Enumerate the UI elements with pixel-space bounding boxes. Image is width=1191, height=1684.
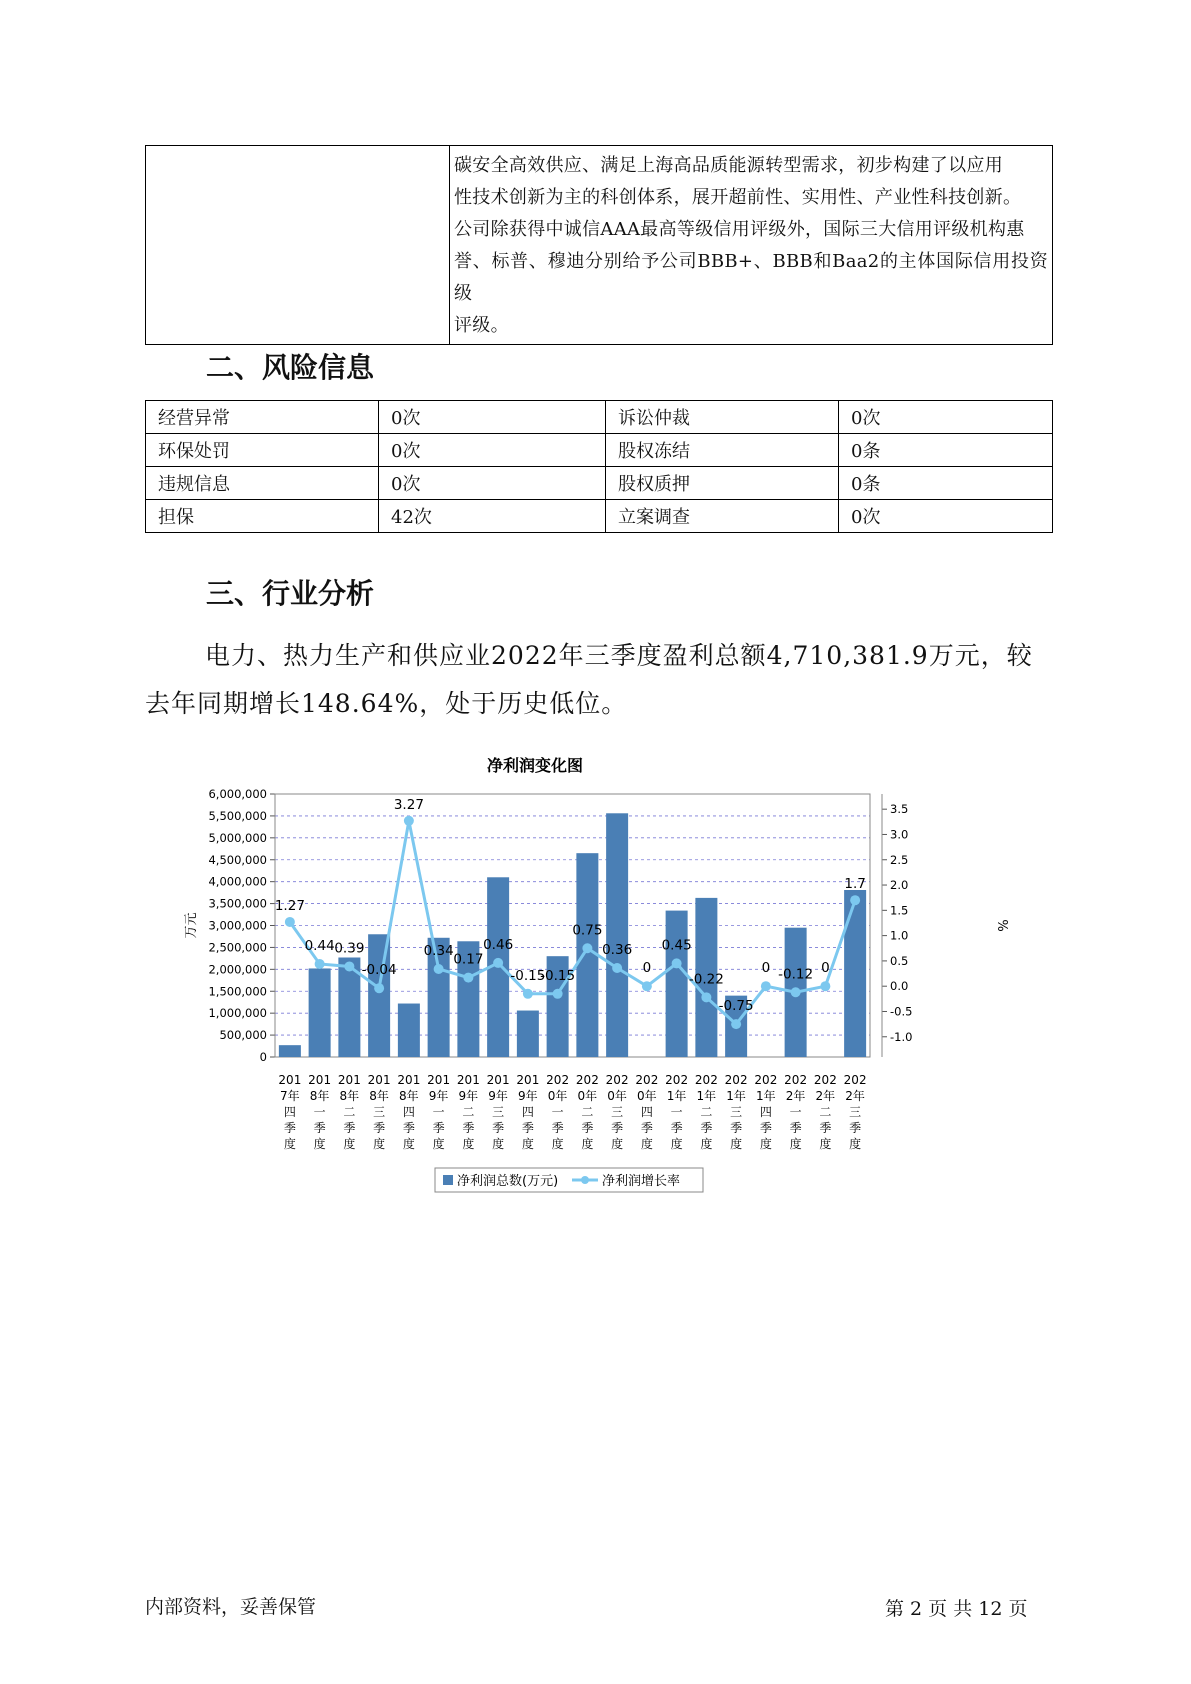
x-tick-label: 季 xyxy=(343,1121,356,1135)
y-tick-label: 0 xyxy=(259,1050,267,1064)
growth-data-label: -0.12 xyxy=(778,966,814,983)
x-tick-label: 201 xyxy=(486,1073,510,1087)
growth-point xyxy=(612,963,622,973)
legend-bar-label: 净利润总数(万元) xyxy=(457,1174,559,1189)
growth-data-label: 0.39 xyxy=(334,940,365,957)
x-tick-label: 201 xyxy=(456,1073,480,1087)
y2-tick-label: 2.5 xyxy=(890,852,909,867)
bar xyxy=(517,1011,539,1057)
x-tick-label: 1年 xyxy=(666,1089,687,1103)
y-tick-label: 2,000,000 xyxy=(208,962,267,977)
x-tick-label: 四 xyxy=(521,1105,534,1119)
x-tick-label: 度 xyxy=(819,1137,832,1151)
x-tick-label: 二 xyxy=(581,1105,594,1119)
growth-point xyxy=(315,959,325,969)
x-tick-label: 9年 xyxy=(518,1089,538,1103)
y-tick-label: 6,000,000 xyxy=(208,787,267,801)
x-tick-label: 201 xyxy=(278,1073,302,1087)
y-tick-label: 1,000,000 xyxy=(208,1006,267,1021)
growth-point xyxy=(672,958,682,968)
x-tick-label: 202 xyxy=(843,1073,867,1087)
x-tick-label: 季 xyxy=(373,1121,386,1135)
x-tick-label: 8年 xyxy=(369,1089,389,1103)
growth-point xyxy=(761,981,771,991)
risk-label: 担保 xyxy=(146,500,379,533)
risk-label: 股权质押 xyxy=(606,467,839,500)
x-tick-label: 季 xyxy=(492,1121,505,1135)
table-row xyxy=(146,467,1053,500)
risk-label: 股权冻结 xyxy=(606,434,839,467)
legend-line-marker xyxy=(581,1176,589,1184)
x-tick-label: 季 xyxy=(611,1121,624,1135)
footer-confidential: 内部资料，妥善保管 xyxy=(145,1596,317,1618)
x-tick-label: 0年 xyxy=(607,1089,627,1103)
x-tick-label: 202 xyxy=(575,1073,599,1087)
risk-label: 经营异常 xyxy=(146,401,379,434)
growth-data-label: 0.17 xyxy=(453,951,484,968)
x-tick-label: 二 xyxy=(462,1105,475,1119)
x-tick-label: 度 xyxy=(432,1137,445,1151)
x-tick-label: 三 xyxy=(849,1105,862,1119)
x-tick-label: 四 xyxy=(759,1105,772,1119)
x-tick-label: 1年 xyxy=(696,1089,717,1103)
growth-point xyxy=(731,1019,741,1029)
growth-point xyxy=(820,981,830,991)
y-tick-label: 1,500,000 xyxy=(208,984,267,999)
growth-point xyxy=(582,943,592,953)
bar xyxy=(398,1004,420,1057)
industry-paragraph xyxy=(145,632,1057,728)
x-tick-label: 0年 xyxy=(637,1089,657,1103)
growth-point xyxy=(642,981,652,991)
y-tick-label: 500,000 xyxy=(219,1028,267,1043)
y2-tick-label: 1.0 xyxy=(890,928,909,943)
y2-tick-label: 3.0 xyxy=(890,827,909,842)
x-tick-label: 季 xyxy=(283,1121,296,1135)
x-tick-label: 一 xyxy=(313,1105,326,1119)
growth-point xyxy=(344,961,354,971)
growth-point xyxy=(463,973,473,983)
x-tick-label: 季 xyxy=(670,1121,683,1135)
growth-data-label: 1.7 xyxy=(844,876,866,893)
risk-label: 违规信息 xyxy=(146,467,379,500)
growth-data-label: 0.36 xyxy=(602,941,633,958)
x-tick-label: 季 xyxy=(313,1121,326,1135)
growth-data-label: 0.44 xyxy=(304,937,335,954)
intro-line: 碳安全高效供应、满足上海高品质能源转型需求，初步构建了以应用 xyxy=(454,155,1003,176)
x-tick-label: 度 xyxy=(581,1137,594,1151)
growth-data-label: 0.46 xyxy=(483,936,514,953)
table-row xyxy=(146,500,1053,533)
bar xyxy=(309,968,331,1057)
company-intro-table xyxy=(145,145,1053,345)
risk-value: 42次 xyxy=(379,500,606,533)
growth-data-label: 0.34 xyxy=(423,942,454,959)
x-tick-label: 三 xyxy=(373,1105,386,1119)
growth-point xyxy=(493,958,503,968)
risk-value: 0条 xyxy=(839,434,1053,467)
x-tick-label: 7年 xyxy=(280,1089,300,1103)
bar xyxy=(666,911,688,1057)
risk-value: 0条 xyxy=(839,467,1053,500)
growth-data-label: 0 xyxy=(821,960,830,977)
risk-value: 0次 xyxy=(839,500,1053,533)
x-tick-label: 1年 xyxy=(726,1089,746,1103)
risk-value: 0次 xyxy=(839,401,1053,434)
y-tick-label: 4,000,000 xyxy=(208,874,267,889)
x-tick-label: 202 xyxy=(546,1073,570,1087)
x-tick-label: 四 xyxy=(283,1105,296,1119)
risk-value: 0次 xyxy=(379,401,606,434)
x-tick-label: 季 xyxy=(551,1121,564,1135)
x-tick-label: 季 xyxy=(730,1121,743,1135)
x-tick-label: 8年 xyxy=(309,1089,330,1103)
x-tick-label: 度 xyxy=(700,1137,713,1151)
y2-axis-title: % xyxy=(994,919,1009,932)
x-tick-label: 三 xyxy=(730,1105,743,1119)
growth-point xyxy=(553,989,563,999)
x-tick-label: 季 xyxy=(462,1121,475,1135)
x-tick-label: 二 xyxy=(343,1105,356,1119)
x-tick-label: 8年 xyxy=(399,1089,419,1103)
growth-data-label: 0.75 xyxy=(572,922,603,939)
y-tick-label: 5,500,000 xyxy=(208,808,267,823)
x-tick-label: 季 xyxy=(581,1121,594,1135)
growth-point xyxy=(434,964,444,974)
x-tick-label: 季 xyxy=(700,1121,713,1135)
risk-section-title: 二、风险信息 xyxy=(206,351,375,384)
y2-tick-label: 1.5 xyxy=(890,903,909,918)
intro-line: 公司除获得中诚信AAA最高等级信用评级外，国际三大信用评级机构惠 xyxy=(454,219,1025,240)
x-tick-label: 度 xyxy=(521,1137,534,1151)
x-tick-label: 季 xyxy=(402,1121,415,1135)
x-tick-label: 9年 xyxy=(458,1089,479,1103)
x-tick-label: 一 xyxy=(789,1105,802,1119)
x-tick-label: 202 xyxy=(694,1073,718,1087)
x-tick-label: 2年 xyxy=(815,1089,836,1103)
growth-data-label: 0.45 xyxy=(661,937,692,954)
bar xyxy=(279,1045,301,1057)
risk-value: 0次 xyxy=(379,467,606,500)
x-tick-label: 0年 xyxy=(577,1089,598,1103)
growth-data-label: 0 xyxy=(761,960,771,977)
x-tick-label: 季 xyxy=(640,1121,653,1135)
x-tick-label: 度 xyxy=(492,1137,505,1151)
x-tick-label: 度 xyxy=(373,1137,386,1151)
chart-title: 净利润变化图 xyxy=(486,756,584,775)
x-tick-label: 四 xyxy=(640,1105,653,1119)
x-tick-label: 202 xyxy=(784,1073,808,1087)
growth-data-label: -0.04 xyxy=(361,962,397,979)
x-tick-label: 度 xyxy=(640,1137,653,1151)
x-tick-label: 度 xyxy=(789,1137,802,1151)
x-tick-label: 季 xyxy=(849,1121,862,1135)
x-tick-label: 季 xyxy=(819,1121,832,1135)
x-tick-label: 202 xyxy=(635,1073,659,1087)
risk-label: 诉讼仲裁 xyxy=(606,401,839,434)
risk-label: 环保处罚 xyxy=(146,434,379,467)
y2-tick-label: 3.5 xyxy=(890,802,909,817)
footer-page-number: 第 2 页 共 12 页 xyxy=(885,1598,1028,1620)
x-tick-label: 度 xyxy=(283,1137,296,1151)
x-tick-label: 度 xyxy=(759,1137,772,1151)
growth-point xyxy=(791,987,801,997)
x-tick-label: 9年 xyxy=(428,1089,449,1103)
x-tick-label: 1年 xyxy=(756,1089,776,1103)
x-tick-label: 201 xyxy=(367,1073,391,1087)
growth-data-label: 1.27 xyxy=(274,897,305,914)
x-tick-label: 度 xyxy=(343,1137,356,1151)
x-tick-label: 一 xyxy=(670,1105,683,1119)
y-tick-label: 3,000,000 xyxy=(208,918,267,933)
x-tick-label: 季 xyxy=(789,1121,802,1135)
x-tick-label: 2年 xyxy=(785,1089,806,1103)
intro-line: 性技术创新为主的科创体系，展开超前性、实用性、产业性科技创新。 xyxy=(454,187,1022,208)
y2-tick-label: -1.0 xyxy=(890,1029,913,1044)
x-tick-label: 度 xyxy=(402,1137,415,1151)
x-tick-label: 度 xyxy=(551,1137,564,1151)
x-tick-label: 度 xyxy=(611,1137,624,1151)
growth-data-label: 0 xyxy=(642,960,652,977)
x-tick-label: 度 xyxy=(670,1137,683,1151)
x-tick-label: 一 xyxy=(551,1105,564,1119)
growth-data-label: -0.75 xyxy=(718,998,754,1015)
growth-point xyxy=(701,992,711,1002)
legend-line-label: 净利润增长率 xyxy=(602,1174,681,1189)
growth-point xyxy=(285,917,295,927)
y-tick-label: 2,500,000 xyxy=(208,940,267,955)
y-tick-label: 5,000,000 xyxy=(208,830,267,845)
industry-section-title: 三、行业分析 xyxy=(206,577,375,610)
x-tick-label: 202 xyxy=(724,1073,748,1087)
table-row xyxy=(146,434,1053,467)
y2-tick-label: 0.0 xyxy=(890,979,909,994)
x-tick-label: 三 xyxy=(611,1105,624,1119)
x-tick-label: 度 xyxy=(730,1137,743,1151)
y2-tick-label: 0.5 xyxy=(890,953,909,968)
x-tick-label: 二 xyxy=(700,1105,713,1119)
risk-table xyxy=(145,400,1053,533)
x-tick-label: 三 xyxy=(492,1105,505,1119)
x-tick-label: 0年 xyxy=(547,1089,568,1103)
industry-line-2: 去年同期增长148.64%，处于历史低位。 xyxy=(145,689,628,718)
x-tick-label: 201 xyxy=(397,1073,421,1087)
y-tick-label: 3,500,000 xyxy=(208,896,267,911)
x-tick-label: 二 xyxy=(819,1105,832,1119)
growth-point xyxy=(850,895,860,905)
x-tick-label: 9年 xyxy=(488,1089,508,1103)
bar xyxy=(606,813,628,1057)
x-tick-label: 季 xyxy=(432,1121,445,1135)
x-tick-label: 202 xyxy=(813,1073,837,1087)
intro-empty-cell xyxy=(146,146,450,345)
x-tick-label: 度 xyxy=(313,1137,326,1151)
growth-data-label: -0.15 xyxy=(540,967,576,984)
net-profit-chart xyxy=(180,740,1010,1210)
risk-label: 立案调查 xyxy=(606,500,839,533)
intro-text-cell xyxy=(450,146,1053,345)
legend-bar-swatch xyxy=(443,1175,453,1185)
x-tick-label: 202 xyxy=(754,1073,778,1087)
growth-data-label: -0.15 xyxy=(510,967,546,984)
x-tick-label: 8年 xyxy=(339,1089,360,1103)
y2-tick-label: -0.5 xyxy=(890,1004,913,1019)
intro-line: 评级。 xyxy=(454,315,509,336)
growth-point xyxy=(523,989,533,999)
intro-line: 誉、标普、穆迪分别给予公司BBB+、BBB和Baa2的主体国际信用投资级 xyxy=(454,251,1048,304)
x-tick-label: 201 xyxy=(427,1073,451,1087)
x-tick-label: 201 xyxy=(337,1073,361,1087)
y-tick-label: 4,500,000 xyxy=(208,852,267,867)
x-tick-label: 度 xyxy=(462,1137,475,1151)
growth-data-label: -0.22 xyxy=(688,971,724,988)
table-row xyxy=(146,401,1053,434)
x-tick-label: 四 xyxy=(402,1105,415,1119)
x-tick-label: 一 xyxy=(432,1105,445,1119)
y-axis-title: 万元 xyxy=(184,912,199,939)
x-tick-label: 度 xyxy=(849,1137,862,1151)
industry-line-1: 电力、热力生产和供应业2022年三季度盈利总额4,710,381.9万元，较 xyxy=(205,641,1033,670)
x-tick-label: 202 xyxy=(665,1073,689,1087)
x-tick-label: 201 xyxy=(516,1073,540,1087)
x-tick-label: 季 xyxy=(521,1121,534,1135)
bar xyxy=(844,890,866,1057)
risk-value: 0次 xyxy=(379,434,606,467)
growth-point xyxy=(374,983,384,993)
x-tick-label: 201 xyxy=(308,1073,332,1087)
growth-point xyxy=(404,816,414,826)
x-tick-label: 2年 xyxy=(845,1089,865,1103)
x-tick-label: 季 xyxy=(759,1121,772,1135)
y2-tick-label: 2.0 xyxy=(890,878,909,893)
x-tick-label: 202 xyxy=(605,1073,629,1087)
growth-data-label: 3.27 xyxy=(393,796,424,813)
